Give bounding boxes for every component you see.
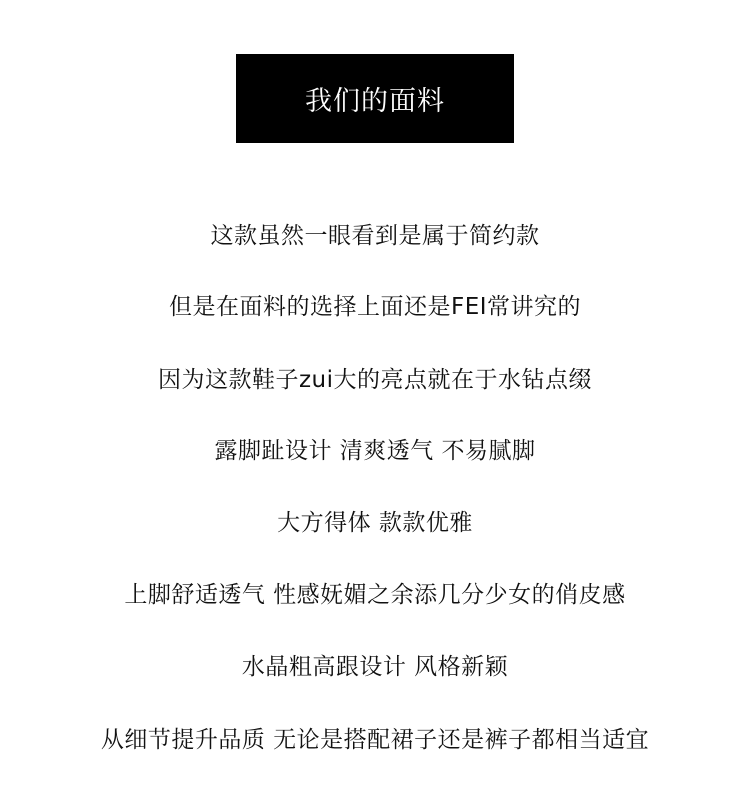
page-title: 我们的面料 — [305, 86, 445, 117]
description-line-1: 这款虽然一眼看到是属于简约款 — [210, 223, 540, 249]
title-banner — [236, 54, 514, 143]
description-line-5: 大方得体 款款优雅 — [277, 510, 473, 536]
description-line-8: 从细节提升品质 无论是搭配裙子还是裤子都相当适宜 — [100, 727, 650, 753]
description-line-3: 因为这款鞋子zui大的亮点就在于水钻点缀 — [157, 367, 593, 393]
description-line-7: 水晶粗高跟设计 风格新颖 — [241, 654, 509, 680]
description-line-2: 但是在面料的选择上面还是FEI常讲究的 — [168, 294, 582, 320]
description-line-4: 露脚趾设计 清爽透气 不易腻脚 — [214, 438, 536, 464]
description-line-6: 上脚舒适透气 性感妩媚之余添几分少女的俏皮感 — [124, 582, 626, 608]
